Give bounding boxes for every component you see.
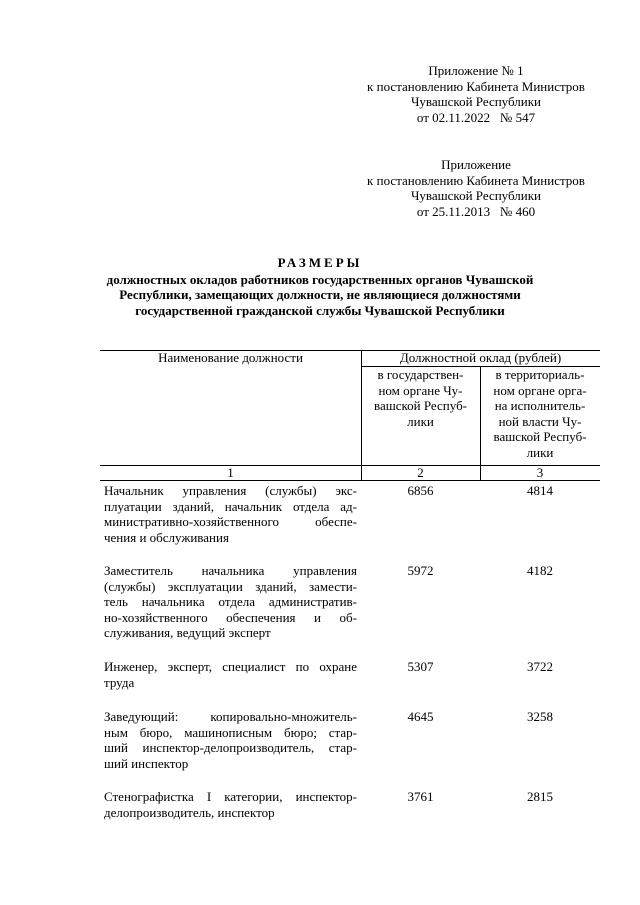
salary-state-value: 6856 [407,483,434,498]
position-line: (службы) эксплуатации зданий, замести- [104,578,357,594]
position-line: Стенографистка I категории, инспектор- [104,789,357,804]
table-row-position [104,659,357,690]
table-row-position [104,709,357,771]
salary-territorial-value: 4814 [527,483,553,498]
position-line: Заведующий: копировально-множитель- [104,709,357,724]
position-line: чения и обслуживания [104,529,229,545]
appendix-line: Приложение № 1 [428,63,524,78]
appendix-line: Чувашской Республики [410,94,542,109]
salary-state-value: 5307 [407,659,434,674]
position-line: Начальник управления (службы) экс- [104,483,357,498]
position-line: министративно-хозяйственного обеспе- [104,514,357,529]
document-subtitle [90,272,550,319]
appendix-line: к постановлению Кабинета Министров [367,172,585,188]
header-state-organ [361,367,480,429]
position-line: тель начальника отдела административ- [104,594,357,609]
appendix-2022-block [346,63,606,125]
header-line: ном органе Чу- [378,382,463,398]
column-number: 2 [417,465,424,480]
position-line: делопроизводитель, инспектор [104,804,275,820]
document-title-block [90,255,550,318]
position-line: ным бюро, машинописным бюро; стар- [104,724,357,740]
salary-state-value: 3761 [407,789,434,804]
header-territorial-organ [480,367,600,460]
header-line: ном органе орга- [493,382,587,398]
position-line: но-хозяйственного обеспечения и об- [104,609,357,625]
salary-state-value: 4645 [407,709,434,724]
header-position-name: Наименование должности [158,350,303,365]
appendix-line: от 02.11.2022 № 547 [416,109,536,125]
appendix-line: Приложение [441,157,511,172]
salary-territorial-value: 4182 [527,563,553,578]
salary-territorial-value: 3722 [527,659,553,674]
position-line: ший инспектор-делопроизводитель, стар- [104,740,357,755]
header-salary: Должностной оклад (рублей) [399,350,562,365]
salary-state-value: 5972 [407,563,434,578]
position-line: Инженер, эксперт, специалист по охране [104,659,357,674]
salary-territorial-value: 2815 [527,789,553,804]
column-number: 3 [536,465,544,480]
appendix-line: от 25.11.2013 № 460 [416,203,536,219]
header-line: лики [526,444,554,460]
document-title: РАЗМЕРЫ [277,255,363,270]
table-row-position [104,563,357,641]
header-line: вашской Респуб- [493,429,587,444]
appendix-line: к постановлению Кабинета Министров [367,78,585,94]
salary-territorial-value: 3258 [527,709,553,724]
table-row-position [104,483,357,545]
subtitle-line: Республики, замещающих должности, не являющиеся должностями [119,287,521,302]
appendix-line: Чувашской Республики [410,188,542,203]
position-line: служивания, ведущий эксперт [104,625,271,640]
header-line: лики [407,413,434,429]
position-line: плуатации зданий, начальник отдела ад- [104,498,357,514]
header-line: ной власти Чу- [498,413,582,429]
position-line: Заместитель начальника управления [104,563,357,578]
appendix-2013-block [346,157,606,219]
header-line: на исполнитель- [494,398,586,413]
position-line: труда [104,674,135,690]
position-line: ший инспектор [104,755,189,771]
subtitle-line: государственной гражданской службы Чувашской Республики [135,302,505,318]
column-number: 1 [227,465,234,480]
table-row-position [104,789,357,820]
subtitle-line: должностных окладов работников государственных органов Чувашской [106,271,534,287]
header-line: в государствен- [377,367,464,382]
header-line: вашской Респуб- [373,398,468,413]
header-line: в территориаль- [495,367,585,382]
